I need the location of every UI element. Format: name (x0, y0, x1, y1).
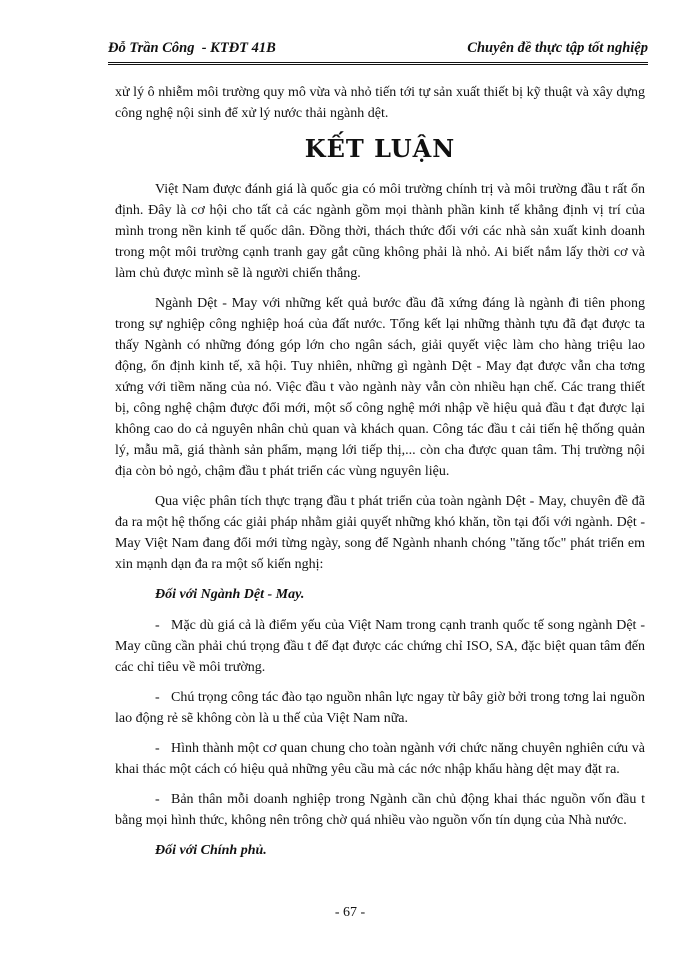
bullet-item (115, 789, 645, 831)
page-body (115, 82, 645, 871)
bullet-dash: - (155, 690, 160, 705)
bullet-text: Hình thành một cơ quan chung cho toàn ngành với chức năng chuyên nghiên cứu và khai thác một cách có hiệu quả những yêu cầu mà các nớc nhập khẩu hàng dệt may đặt ra. (115, 741, 645, 777)
subheading-industry: Đối với Ngành Dệt - May. (155, 587, 305, 602)
header-title: Chuyên đề thực tập tốt nghiệp (467, 40, 648, 56)
bullet-item (115, 615, 645, 678)
header-author: Đỗ Trần Công - KTĐT 41B (108, 40, 276, 56)
bullet-dash: - (155, 741, 160, 756)
intro-text: xử lý ô nhiễm môi trường quy mô vừa và nhỏ tiến tới tự sản xuất thiết bị kỹ thuật và xây dựng công nghệ nội sinh để xử lý nước thải ngành dệt. (115, 85, 645, 121)
bullet-text: Mặc dù giá cả là điểm yếu của Việt Nam trong cạnh tranh quốc tế song ngành Dệt - May cũng cần phải chú trọng đầu t để đạt được các chứng chỉ ISO, SA, đặc biệt quan tâm đến các chỉ tiêu về môi trường. (115, 618, 645, 675)
page-number: - 67 - (334, 905, 366, 920)
bullet-text: Bản thân mỗi doanh nghiệp trong Ngành cần chủ động khai thác nguồn vốn đầu t bằng mọi hình thức, không nên trông chờ quá nhiều vào nguồn vốn tín dụng của Nhà nước. (115, 792, 645, 828)
bullet-item (115, 687, 645, 729)
section-title: KẾT LUẬN (304, 134, 456, 163)
bullet-item (115, 738, 645, 780)
paragraph: Qua việc phân tích thực trạng đầu t phát triển của toàn ngành Dệt - May, chuyên đề đã đa ra một hệ thống các giải pháp nhằm giải quyết những khó khăn, tồn tại đối với ngành. Dệt - May Việt Nam đang đổi mới từng ngày, song để Ngành nhanh chóng "tăng tốc" phát triển em xin mạnh dạn đa ra một số kiến nghị: (115, 494, 645, 572)
bullet-text: Chú trọng công tác đào tạo nguồn nhân lực ngay từ bây giờ bởi trong tơng lai nguồn lao động rẻ sẽ không còn là u thế của Việt Nam nữa. (115, 690, 645, 726)
subheading-government: Đối với Chính phủ. (155, 843, 267, 858)
bullet-dash: - (155, 618, 160, 633)
bullet-dash: - (155, 792, 160, 807)
running-header (108, 40, 648, 62)
paragraph: Ngành Dệt - May với những kết quả bước đầu đã xứng đáng là ngành đi tiên phong trong sự nghiệp công nghiệp hoá của đất nước. Tổng kết lại những thành tựu đã đạt được ta thấy Ngành có những đóng góp lớn cho ngân sách, giải quyết việc làm cho hàng triệu lao động, ổn định kinh tế, xã hội. Tuy nhiên, những gì ngành Dệt - May đạt được vẫn cha tơng xứng với tiềm năng của nó. Việc đầu t vào ngành này vẫn còn nhiều hạn chế. Các trang thiết bị, công nghệ chậm được đổi mới, một số công nghệ mới nhập về hiệu quả đầu t đạt được lại không cao do cả nguyên nhân chủ quan và khách quan. Công tác đầu t cải tiến hệ thống quản lý, mẫu mã, giá thành sản phẩm, mạng lới tiếp thị,... còn cha được quan tâm. Thị trường nội địa còn bỏ ngỏ, chậm đầu t phát triển các vùng nguyên liệu. (115, 296, 645, 479)
header-rule (108, 62, 648, 67)
paragraph: Việt Nam được đánh giá là quốc gia có môi trường chính trị và môi trường đầu t rất ổn định. Đây là cơ hội cho tất cả các ngành gồm mọi thành phần kinh tế khẳng định vị trí của mình trong nền kinh tế quốc dân. Đồng thời, thách thức đối với các nhà sản xuất kinh doanh trong một môi trường cạnh tranh gay gắt cũng không phải là nhỏ. Ai biết nắm lấy thời cơ và làm chủ được mình sẽ là người chiến thắng. (115, 182, 645, 281)
